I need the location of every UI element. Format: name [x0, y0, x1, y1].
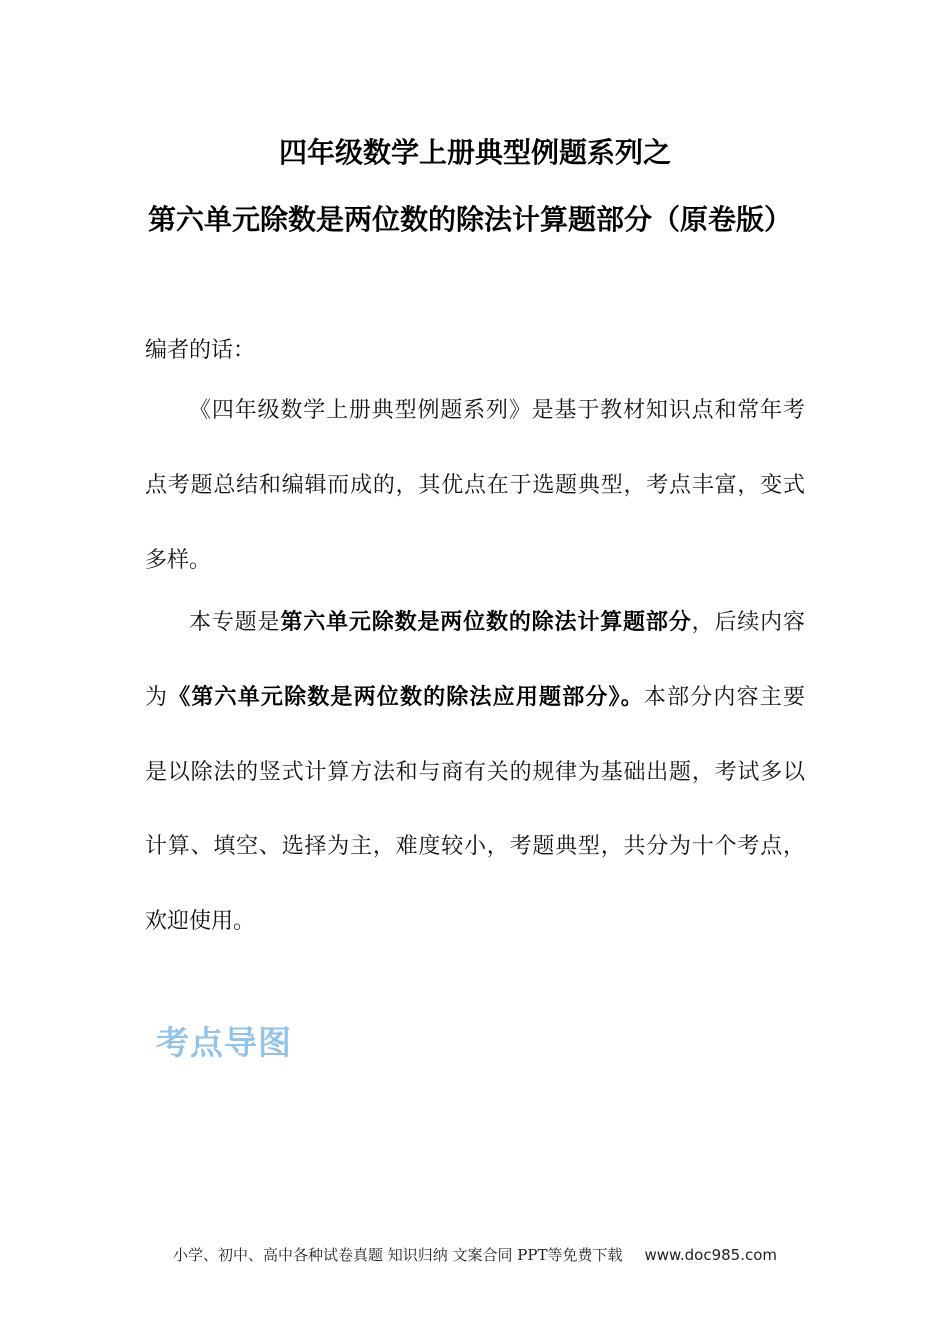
p2-line2-post: 本部分内容主要 [643, 685, 805, 710]
editor-note-p2-line1 [189, 608, 805, 638]
document-title-line-2: 第六单元除数是两位数的除法计算题部分（原卷版） [147, 203, 792, 236]
editor-note-p2-line2 [145, 683, 805, 713]
editor-note-p1-line1: 《四年级数学上册典型例题系列》是基于教材知识点和常年考 [189, 398, 805, 423]
p2-line2-bold: 《第六单元除数是两位数的除法应用题部分》。 [168, 685, 644, 710]
p2-line2-pre: 为 [145, 685, 169, 710]
editor-note-p1-line2: 点考题总结和编辑而成的，其优点在于选题典型，考点丰富，变式 [145, 473, 805, 498]
p2-line1-post: ，后续内容 [691, 610, 805, 635]
document-title-line-1: 四年级数学上册典型例题系列之 [278, 136, 671, 169]
editor-note-p1-line3: 多样。 [145, 548, 212, 573]
p2-line1-pre: 本专题是 [189, 610, 281, 635]
p2-line1-bold: 第六单元除数是两位数的除法计算题部分 [280, 610, 692, 635]
page-footer [0, 1244, 950, 1265]
editor-note-heading: 编者的话： [145, 338, 256, 363]
editor-note-p2-line3: 是以除法的竖式计算方法和与商有关的规律为基础出题，考试多以 [145, 760, 805, 785]
footer-text: 小学、初中、高中各种试卷真题 知识归纳 文案合同 PPT等免费下载 [172, 1246, 623, 1264]
editor-note-p2-line5: 欢迎使用。 [145, 909, 256, 934]
footer-url[interactable]: www.doc985.com [644, 1246, 778, 1264]
editor-note-p2-line4: 计算、填空、选择为主，难度较小，考题典型，共分为十个考点， [145, 834, 805, 859]
section-heading-kaodian-daotu: 考点导图 [156, 1023, 292, 1062]
